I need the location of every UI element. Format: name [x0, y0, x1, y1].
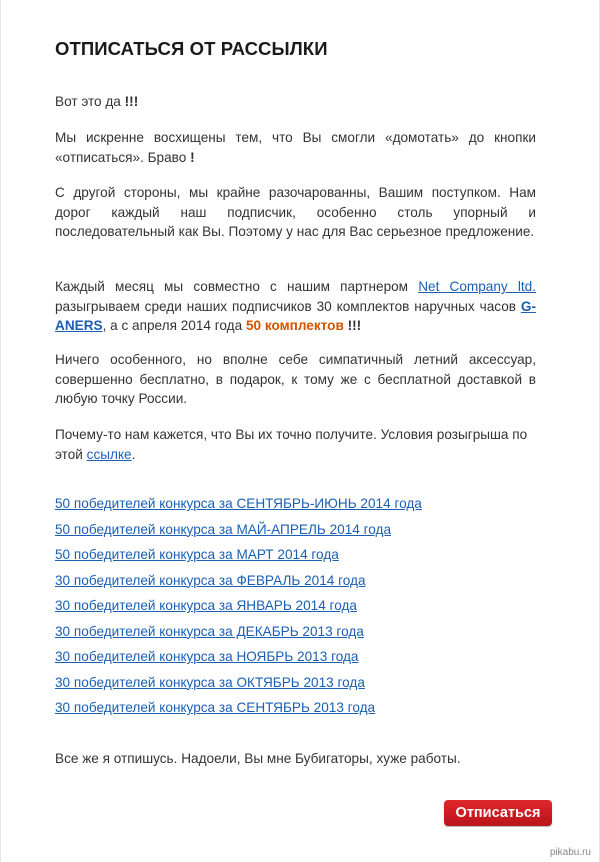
admiration-exclaim: ! [190, 149, 195, 165]
unsubscribe-button[interactable]: Отписаться [444, 800, 552, 826]
conditions-link[interactable]: ссылке [86, 446, 132, 462]
disappointment-text: С другой стороны, мы крайне разочарованны, Вашим поступком. Нам дорог каждый наш подписчик, особенно столь упорный и последовательный как Вы. Поэтому у нас для Вас серьезное предложение. [55, 185, 536, 239]
greeting-exclaim: !!! [124, 94, 139, 109]
winners-link[interactable]: 50 победителей конкурса за МАРТ 2014 года [55, 547, 339, 562]
winners-link[interactable]: 30 победителей конкурса за ОКТЯБРЬ 2013 года [55, 674, 365, 690]
admiration-text: Мы искренне восхищены тем, что Вы смогли «домотать» до кнопки «отписаться». Браво [55, 130, 536, 165]
conditions-end: . [131, 446, 136, 462]
greeting-text: Вот это да [55, 94, 125, 109]
accessory-text: Ничего особенного, но вполне себе симпатичный летний аксессуар, совершенно бесплатно, в подарок, к тому же с бесплатной доставкой в любую точку России. [55, 352, 536, 406]
paragraph-admiration [55, 128, 536, 167]
paragraph-accessory [55, 350, 536, 409]
winners-link[interactable]: 30 победителей конкурса за ФЕВРАЛЬ 2014 года [55, 572, 366, 588]
page-title: ОТПИСАТЬСЯ ОТ РАССЫЛКИ [55, 38, 328, 59]
giveaway-text-1: Каждый месяц мы совместно с нашим партнером [55, 279, 419, 294]
partner-link[interactable]: Net Company ltd. [418, 279, 536, 294]
winners-list [55, 494, 536, 724]
paragraph-greeting [55, 92, 536, 112]
winners-link[interactable]: 50 победителей конкурса за СЕНТЯБРЬ-ИЮНЬ 2014 года [55, 496, 422, 511]
winners-link[interactable]: 30 победителей конкурса за ЯНВАРЬ 2014 года [55, 598, 357, 613]
winners-link[interactable]: 30 победителей конкурса за НОЯБРЬ 2013 года [55, 649, 359, 664]
winners-link[interactable]: 50 победителей конкурса за МАЙ-АПРЕЛЬ 2014 года [55, 521, 392, 537]
giveaway-exclaim: !!! [347, 318, 362, 333]
giveaway-text-2: разыгрываем среди наших подписчиков 30 комплектов наручных часов [55, 298, 521, 314]
conditions-text: Почему-то нам кажется, что Вы их точно получите. Условия розыгрыша по этой [55, 427, 528, 462]
winners-link[interactable]: 30 победителей конкурса за ДЕКАБРЬ 2013 года [55, 623, 364, 639]
paragraph-conditions [55, 425, 536, 464]
paragraph-disappointment [55, 183, 536, 242]
watermark: pikabu.ru [549, 847, 591, 858]
winners-link[interactable]: 30 победителей конкурса за СЕНТЯБРЬ 2013 года [55, 700, 376, 715]
giveaway-text-3: , а с апреля 2014 года [102, 318, 246, 333]
giveaway-highlight: 50 комплектов [245, 318, 344, 333]
paragraph-giveaway [55, 277, 536, 336]
brand-link[interactable]: G-ANERS [55, 298, 536, 333]
closing-text: Все же я отпишусь. Надоели, Вы мне Бубигаторы, хуже работы. [55, 751, 461, 766]
